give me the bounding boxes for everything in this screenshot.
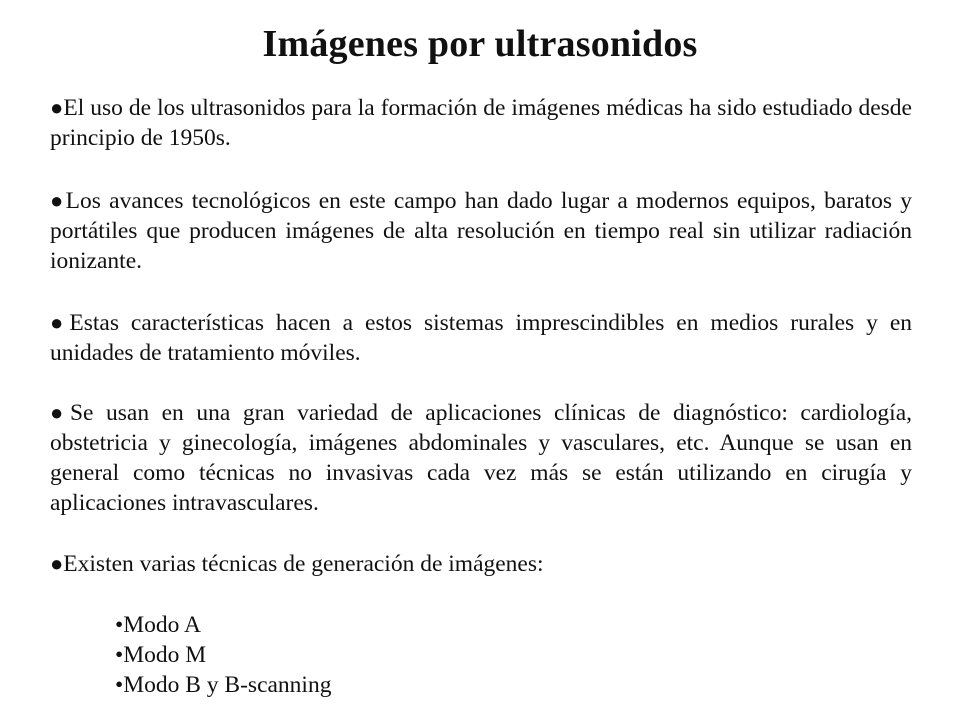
- paragraph-text: Los avances tecnológicos en este campo han dado lugar a modernos equipos, baratos y portátiles que producen imágenes de alta resolución en tiempo real sin utilizar radiación ionizante.: [50, 188, 913, 274]
- bullet-paragraph: [50, 398, 912, 518]
- list-item: [115, 610, 331, 640]
- list-item: [115, 670, 331, 700]
- bullet-icon: ●: [50, 188, 66, 213]
- bullet-paragraph: [50, 549, 912, 579]
- list-item: [115, 640, 331, 670]
- paragraph-text: El uso de los ultrasonidos para la formación de imágenes médicas ha sido estudiado desde principio de 1950s.: [50, 95, 912, 151]
- sub-bullet-icon: •: [115, 612, 124, 638]
- list-item-label: Modo M: [123, 642, 207, 668]
- paragraph-text: Estas características hacen a estos sistemas imprescindibles en medios rurales y en unidades de tratamiento móviles.: [50, 310, 912, 366]
- page-title: Imágenes por ultrasonidos: [262, 23, 698, 65]
- list-item-label: Modo B y B-scanning: [123, 672, 332, 698]
- bullet-icon: ●: [50, 551, 64, 576]
- bullet-icon: ●: [50, 310, 70, 335]
- sub-bullet-icon: •: [115, 672, 124, 698]
- sub-bullet-icon: •: [115, 642, 124, 668]
- bullet-paragraph: [50, 93, 912, 153]
- bullet-icon: ●: [50, 400, 70, 425]
- paragraph-text: Existen varias técnicas de generación de imágenes:: [63, 551, 544, 577]
- bullet-icon: ●: [50, 95, 64, 120]
- imaging-modes-list: [115, 610, 331, 700]
- bullet-paragraph: [50, 186, 912, 276]
- list-item-label: Modo A: [123, 612, 201, 638]
- bullet-paragraph: [50, 308, 912, 368]
- paragraph-text: Se usan en una gran variedad de aplicaciones clínicas de diagnóstico: cardiología, obstetricia y ginecología, imágenes abdominales y vasculares, etc. Aunque se usan en general como técnicas no invasivas cada vez más se están utilizando en cirugía y aplicaciones intravasculares.: [50, 400, 913, 516]
